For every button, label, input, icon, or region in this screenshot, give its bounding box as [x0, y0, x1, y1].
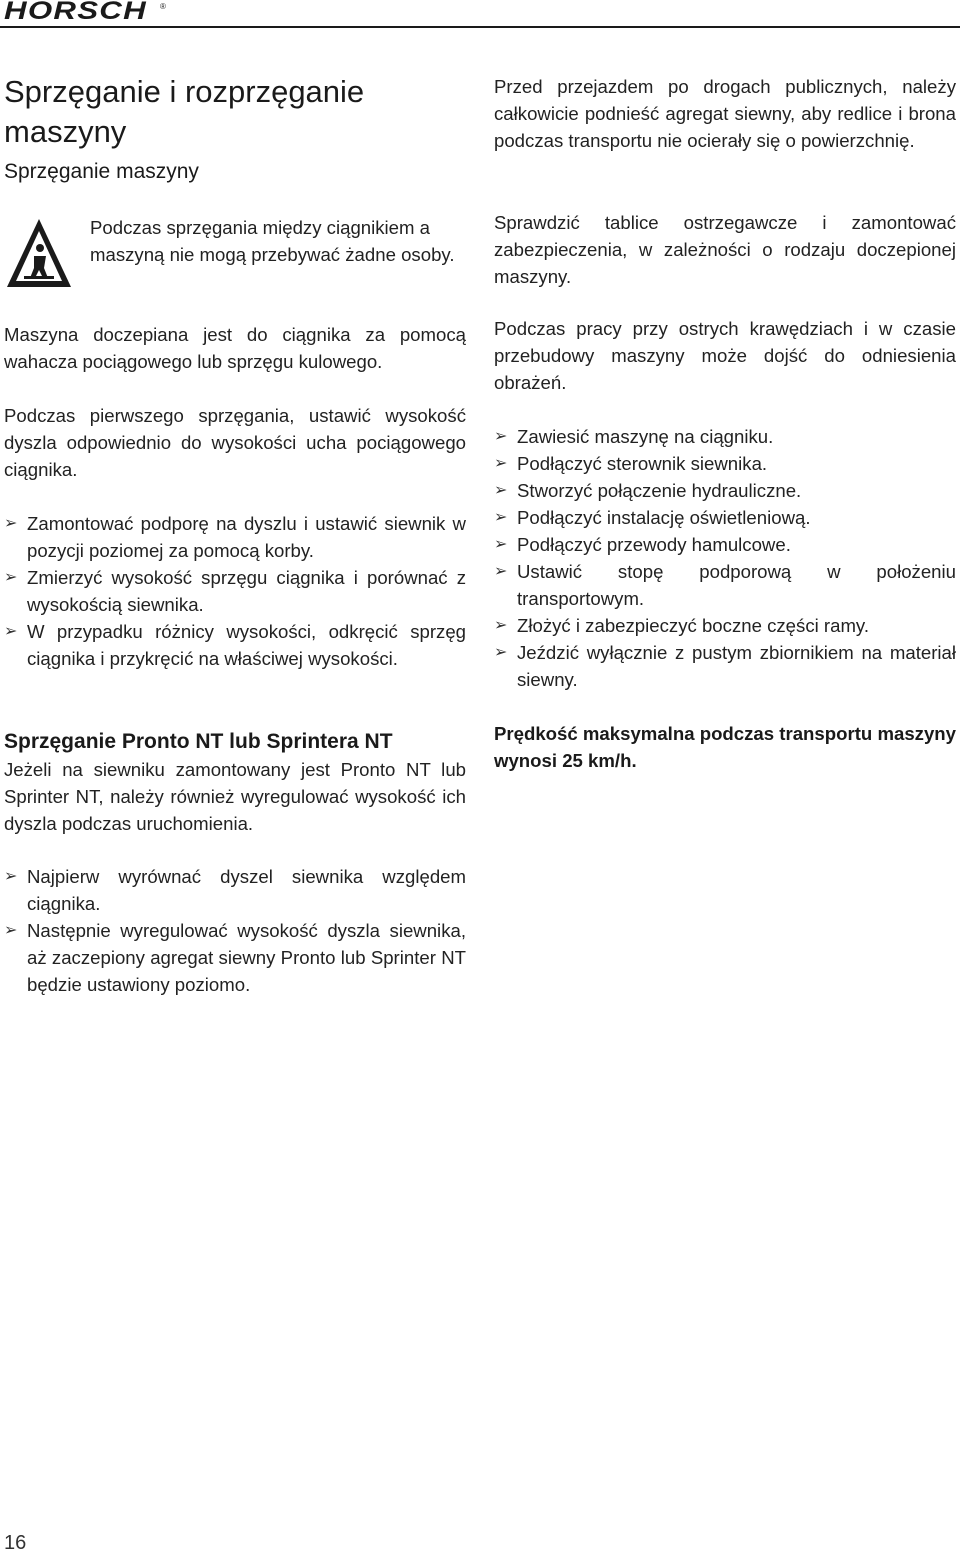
arrow-bullet-icon: ➢	[494, 617, 508, 634]
right-paragraph-2: Sprawdzić tablice ostrzegawcze i zamontować zabezpieczenia, w zależności o rodzaju doczepionej maszyny.	[494, 212, 956, 287]
arrow-bullet-icon: ➢	[494, 644, 508, 661]
list-item: ➢ Podłączyć przewody hamulcowe.	[494, 531, 956, 558]
arrow-bullet-icon: ➢	[4, 922, 18, 939]
list-item: ➢ Stworzyć połączenie hydrauliczne.	[494, 477, 956, 504]
list-item: ➢ Ustawić stopę podporową w położeniu transportowym.	[494, 558, 956, 612]
registered-mark: ®	[160, 2, 166, 11]
list-item: ➢ Zawiesić maszynę na ciągniku.	[494, 423, 956, 450]
list-item: ➢ Najpierw wyrównać dyszel siewnika względem ciągnika.	[4, 863, 466, 917]
header-rule	[0, 26, 960, 28]
arrow-bullet-icon: ➢	[494, 536, 508, 553]
section2-title: Sprzęganie Pronto NT lub Sprintera NT	[4, 730, 393, 753]
arrow-bullet-icon: ➢	[494, 482, 508, 499]
section-title: Sprzęganie maszyny	[4, 160, 199, 183]
left-paragraph-2: Podczas pierwszego sprzęgania, ustawić wysokość dyszla odpowiednio do wysokości ucha pociągowego ciągnika.	[4, 405, 466, 480]
warning-person-icon	[4, 216, 74, 290]
list-item: ➢ Złożyć i zabezpieczyć boczne części ramy.	[494, 612, 956, 639]
right-steps-list	[494, 423, 956, 693]
page-title: Sprzęganie i rozprzęganie maszyny	[4, 74, 365, 149]
arrow-bullet-icon: ➢	[494, 563, 508, 580]
warning-text: Podczas sprzęgania między ciągnikiem a maszyną nie mogą przebywać żadne osoby.	[90, 217, 455, 265]
arrow-bullet-icon: ➢	[4, 569, 18, 586]
list-item: ➢ Jeździć wyłącznie z pustym zbiornikiem na materiał siewny.	[494, 639, 956, 693]
list-item: ➢ Zmierzyć wysokość sprzęgu ciągnika i porównać z wysokością siewnika.	[4, 564, 466, 618]
list-item: ➢ Podłączyć instalację oświetleniową.	[494, 504, 956, 531]
arrow-bullet-icon: ➢	[4, 623, 18, 640]
left-paragraph-3: Jeżeli na siewniku zamontowany jest Pronto NT lub Sprinter NT, należy również wyregulować wysokość ich dyszla podczas uruchomienia.	[4, 759, 466, 834]
right-paragraph-3: Podczas pracy przy ostrych krawędziach i w czasie przebudowy maszyny może dojść do odniesienia obrażeń.	[494, 318, 956, 393]
arrow-bullet-icon: ➢	[494, 428, 508, 445]
arrow-bullet-icon: ➢	[494, 455, 508, 472]
arrow-bullet-icon: ➢	[4, 868, 18, 885]
left-steps-list	[4, 510, 466, 672]
list-item: ➢ Podłączyć sterownik siewnika.	[494, 450, 956, 477]
horsch-logo: HORSCH	[4, 0, 147, 25]
left-steps2-list	[4, 863, 466, 998]
page-header	[0, 0, 960, 30]
arrow-bullet-icon: ➢	[4, 515, 18, 532]
right-paragraph-1: Przed przejazdem po drogach publicznych, należy całkowicie podnieść agregat siewny, aby redlice i brona podczas transportu nie ocierały się o powierzchnię.	[494, 76, 956, 151]
list-item: ➢ W przypadku różnicy wysokości, odkręcić sprzęg ciągnika i przykręcić na właściwej wysokości.	[4, 618, 466, 672]
left-paragraph-1: Maszyna doczepiana jest do ciągnika za pomocą wahacza pociągowego lub sprzęgu kulowego.	[4, 324, 466, 372]
list-item: ➢ Zamontować podporę na dyszlu i ustawić siewnik w pozycji poziomej za pomocą korby.	[4, 510, 466, 564]
page-number: 16	[4, 1532, 27, 1554]
list-item: ➢ Następnie wyregulować wysokość dyszla siewnika, aż zaczepiony agregat siewny Pronto lub Sprinter NT będzie ustawiony poziomo.	[4, 917, 466, 998]
transport-speed-note: Prędkość maksymalna podczas transportu maszyny wynosi 25 km/h.	[494, 723, 956, 771]
arrow-bullet-icon: ➢	[494, 509, 508, 526]
